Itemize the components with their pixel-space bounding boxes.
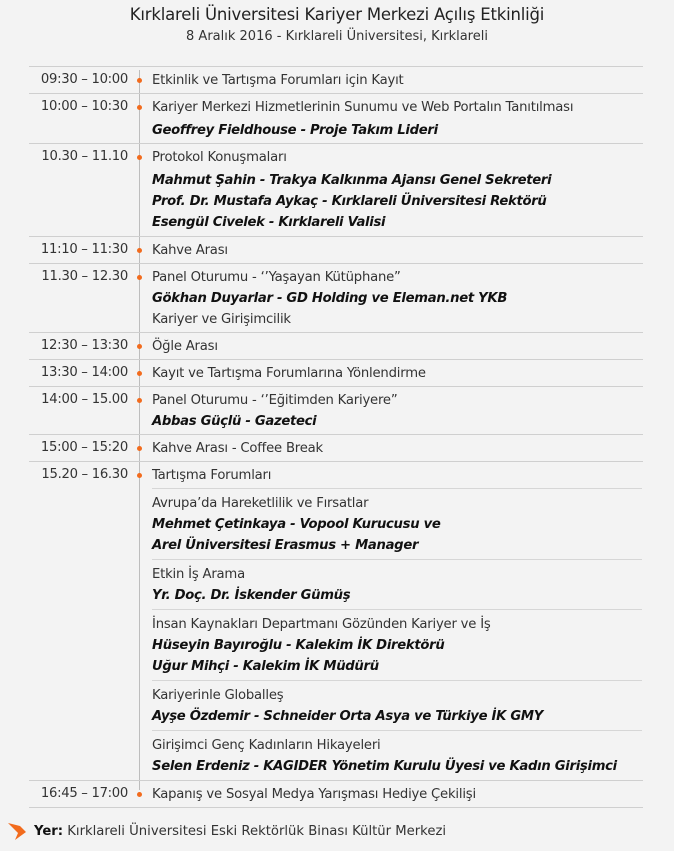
event-subtitle: 8 Aralık 2016 - Kırklareli Üniversitesi, Kırklareli: [186, 29, 488, 44]
schedule-row: [0, 437, 674, 459]
time-slot: 14:00 – 15.00: [41, 392, 128, 407]
session-title: Kayıt ve Tartışma Forumlarına Yönlendirme: [152, 366, 426, 381]
speaker: Yr. Doç. Dr. İskender Gümüş: [152, 588, 351, 603]
speaker: Geoffrey Fieldhouse - Proje Takım Lideri: [152, 123, 438, 138]
divider: [29, 332, 643, 333]
schedule-row: [0, 783, 674, 805]
time-slot: 15:00 – 15:20: [40, 440, 128, 455]
time-slot: 11:10 – 11:30: [40, 242, 128, 257]
dot-icon: [137, 248, 142, 253]
arrow-marker-icon: [6, 820, 28, 842]
speaker: Mahmut Şahin - Trakya Kalkınma Ajansı Genel Sekreteri: [152, 173, 552, 188]
speaker: Mehmet Çetinkaya - Vopool Kurucusu ve: [152, 517, 441, 532]
speaker: Prof. Dr. Mustafa Aykaç - Kırklareli Üniversitesi Rektörü: [152, 194, 547, 209]
dot-icon: [137, 344, 142, 349]
schedule-row: [0, 96, 674, 141]
session-note: Kariyer ve Girişimcilik: [152, 312, 291, 327]
divider: [29, 780, 643, 781]
subdivider: [152, 609, 642, 610]
dot-icon: [137, 155, 142, 160]
dot-icon: [137, 105, 142, 110]
speaker: Gökhan Duyarlar - GD Holding ve Eleman.net YKB: [152, 291, 508, 306]
event-title: Kırklareli Üniversitesi Kariyer Merkezi Açılış Etkinliği: [129, 5, 545, 24]
schedule-row: [0, 69, 674, 91]
venue-name: Kırklareli Üniversitesi Eski Rektörlük Binası Kültür Merkezi: [67, 823, 447, 839]
session-title: Panel Oturumu - ‘’Yaşayan Kütüphane”: [152, 270, 401, 285]
subdivider: [152, 680, 642, 681]
speaker: Esengül Civelek - Kırklareli Valisi: [152, 215, 386, 230]
divider: [29, 461, 643, 462]
schedule-row: [0, 464, 674, 486]
session-title: Tartışma Forumları: [152, 468, 272, 483]
speaker: Uğur Mihçi - Kalekim İK Müdürü: [152, 659, 379, 674]
divider: [29, 263, 643, 264]
forum-topic: İnsan Kaynakları Departmanı Gözünden Kariyer ve İş: [152, 617, 491, 632]
forum-block: [152, 734, 674, 777]
time-slot: 13:30 – 14:00: [40, 365, 128, 380]
time-slot: 16:45 – 17:00: [40, 786, 128, 801]
dot-icon: [137, 792, 142, 797]
dot-icon: [137, 275, 142, 280]
divider: [29, 66, 643, 67]
dot-icon: [137, 398, 142, 403]
subdivider: [152, 559, 642, 560]
subdivider: [152, 488, 642, 489]
session-title: Kariyer Merkezi Hizmetlerinin Sunumu ve Web Portalın Tanıtılması: [152, 100, 574, 115]
forum-topic: Kariyerinle Globalleş: [152, 688, 284, 703]
time-slot: 12:30 – 13:30: [40, 338, 128, 353]
forum-block: [152, 563, 674, 606]
divider: [29, 93, 643, 94]
divider: [29, 807, 643, 808]
forum-block: [152, 492, 674, 556]
speaker: Selen Erdeniz - KAGIDER Yönetim Kurulu Üyesi ve Kadın Girişimci: [152, 759, 617, 774]
session-title: Kahve Arası - Coffee Break: [152, 441, 323, 456]
time-slot: 10.30 – 11.10: [41, 149, 128, 164]
time-slot: 10:00 – 10:30: [40, 99, 128, 114]
session-title: Panel Oturumu - ‘’Eğitimden Kariyere”: [152, 393, 398, 408]
schedule: [0, 66, 674, 808]
venue-text: [34, 824, 446, 839]
schedule-row: [0, 362, 674, 384]
speaker: Ayşe Özdemir - Schneider Orta Asya ve Türkiye İK GMY: [152, 709, 543, 724]
schedule-row: [0, 389, 674, 432]
schedule-row: [0, 239, 674, 261]
time-slot: 11.30 – 12.30: [41, 269, 128, 284]
session-title: Protokol Konuşmaları: [152, 150, 287, 165]
session-title: Kahve Arası: [152, 243, 228, 258]
divider: [29, 434, 643, 435]
dot-icon: [137, 446, 142, 451]
divider: [29, 359, 643, 360]
forum-block: [152, 613, 674, 677]
schedule-row: [0, 146, 674, 233]
divider: [29, 143, 643, 144]
time-slot: 09:30 – 10:00: [40, 72, 128, 87]
dot-icon: [137, 78, 142, 83]
forum-topic: Avrupa’da Hareketlilik ve Fırsatlar: [152, 496, 369, 511]
forum-block: [152, 684, 674, 727]
schedule-row: [0, 266, 674, 330]
speaker: Arel Üniversitesi Erasmus + Manager: [152, 538, 419, 553]
venue: [6, 820, 446, 842]
schedule-row: [0, 335, 674, 357]
forum-topic: Girişimci Genç Kadınların Hikayeleri: [152, 738, 381, 753]
speaker: Abbas Güçlü - Gazeteci: [152, 414, 317, 429]
session-title: Öğle Arası: [152, 339, 218, 354]
speaker: Hüseyin Bayıroğlu - Kalekim İK Direktörü: [152, 638, 445, 653]
time-slot: 15.20 – 16.30: [41, 467, 128, 482]
divider: [29, 386, 643, 387]
session-title: Etkinlik ve Tartışma Forumları için Kayıt: [152, 73, 404, 88]
header: [0, 0, 674, 46]
forum-topic: Etkin İş Arama: [152, 567, 245, 582]
dot-icon: [137, 473, 142, 478]
venue-label: Yer:: [34, 823, 64, 839]
divider: [29, 236, 643, 237]
session-title: Kapanış ve Sosyal Medya Yarışması Hediye Çekilişi: [152, 787, 476, 802]
dot-icon: [137, 371, 142, 376]
subdivider: [152, 730, 642, 731]
